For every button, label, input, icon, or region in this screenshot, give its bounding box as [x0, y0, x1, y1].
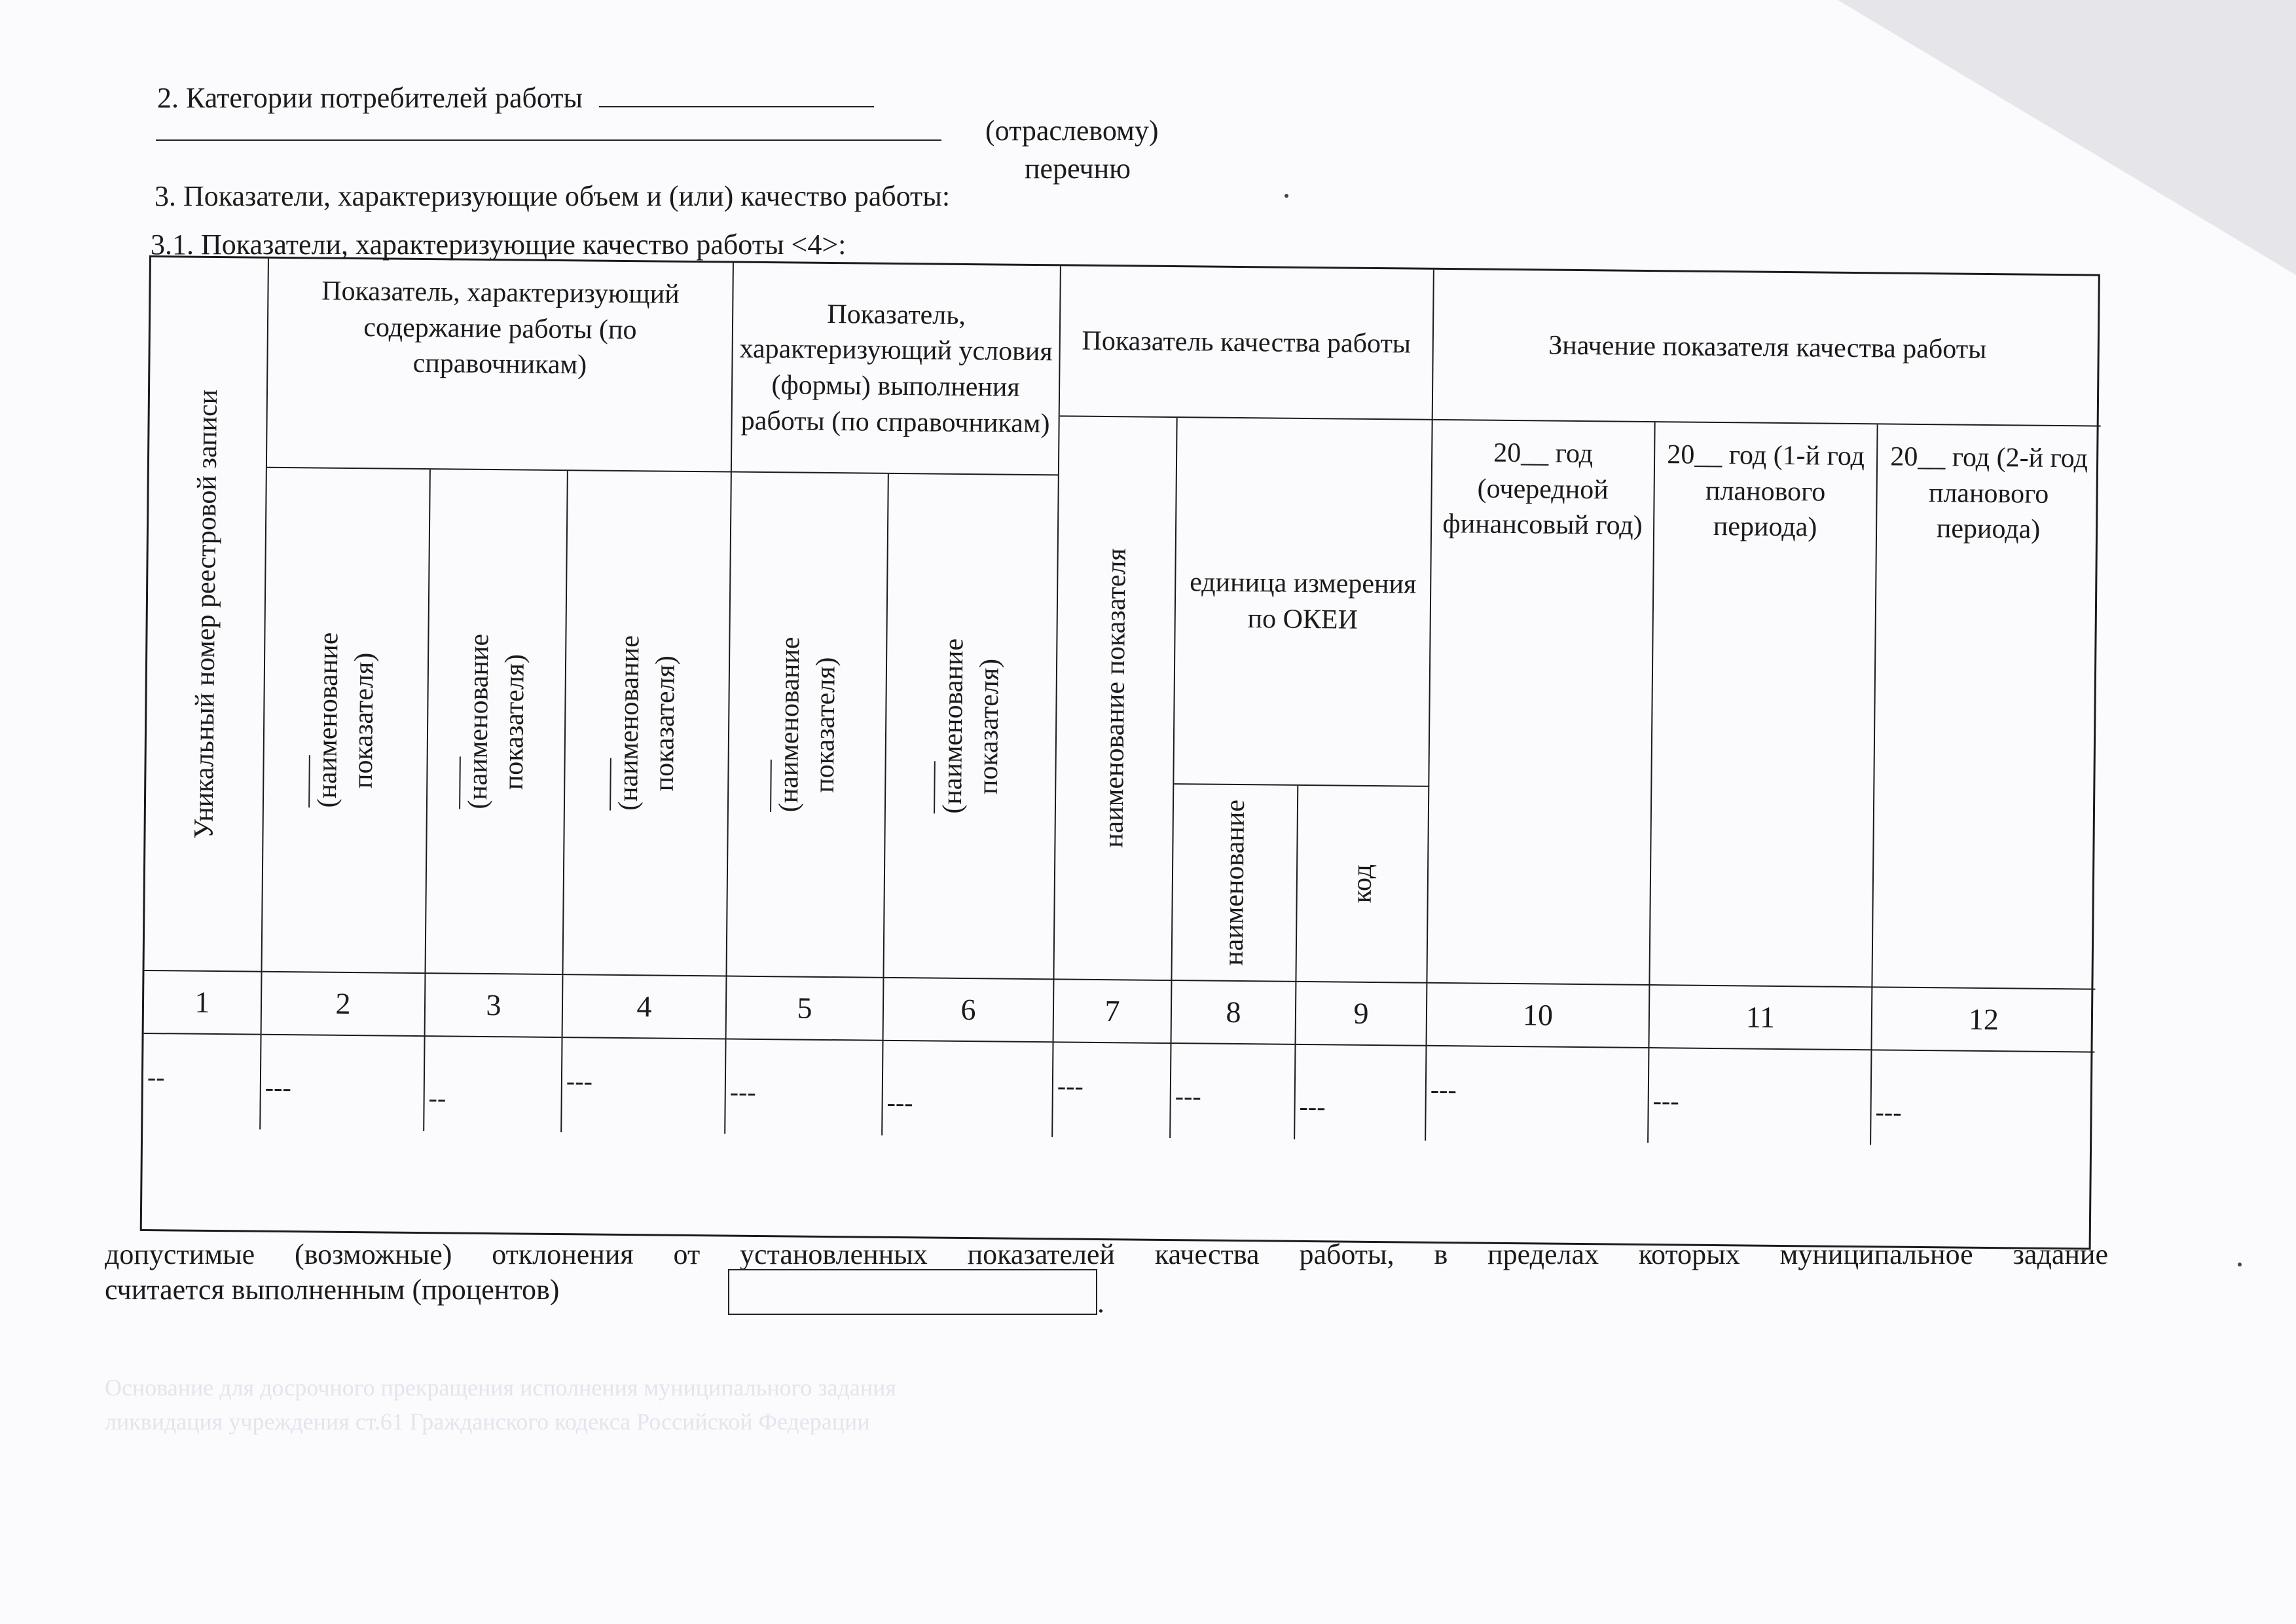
column-number: 1	[144, 971, 261, 1035]
empty-cell: ---	[1652, 1086, 1679, 1116]
empty-cell: ---	[1057, 1071, 1084, 1101]
page-corner	[1838, 0, 2296, 275]
bleed-through-text: Основание для досрочного прекращения исполнения муниципального задания	[105, 1375, 896, 1401]
empty-cell: ---	[729, 1077, 756, 1107]
empty-cell: ---	[1430, 1074, 1457, 1105]
data-column-6	[883, 978, 1054, 1137]
data-column-7	[1053, 980, 1172, 1138]
blank-line	[156, 139, 941, 141]
column-number: 8	[1172, 981, 1296, 1045]
conditions-indicator-1: (наименование показателя)	[727, 473, 888, 978]
column-number: 5	[727, 977, 883, 1041]
year-plan2-header: 20__ год (2-й год планового периода)	[1872, 424, 2100, 989]
empty-cell: --	[428, 1083, 446, 1113]
ink-dot-2	[2238, 1263, 2242, 1266]
empty-cell: ---	[1875, 1097, 1902, 1127]
consumer-category-blank	[599, 106, 874, 107]
data-column-3	[424, 974, 563, 1132]
empty-cell: ---	[1299, 1091, 1326, 1122]
column-number: 11	[1649, 986, 1871, 1050]
indicator-name-text: наименование показателя	[1099, 548, 1132, 849]
column-number: 12	[1872, 987, 2095, 1052]
data-column-4	[562, 975, 727, 1134]
deviation-percent-field[interactable]	[728, 1269, 1097, 1315]
column-number: 2	[262, 972, 425, 1037]
allowed-deviation-text: допустимые (возможные) отклонения от установленных показателей качества работы, в пределах которых муниципальное задание	[105, 1238, 2108, 1270]
consumer-category-label: 2. Категории потребителей работы	[157, 82, 583, 114]
quality-indicators-table	[140, 255, 2100, 1250]
column-number: 7	[1054, 980, 1171, 1044]
okei-name-text: наименование	[1218, 799, 1250, 967]
data-column-8	[1171, 981, 1296, 1139]
content-indicator-3: (наименование показателя)	[563, 471, 731, 976]
consumer-category-line	[157, 84, 874, 113]
okei-code-header	[1296, 786, 1429, 984]
data-column-1	[143, 971, 262, 1130]
indicator-name-header	[1054, 416, 1177, 981]
list-label: перечню	[1025, 153, 1131, 185]
column-number: 6	[884, 978, 1053, 1043]
completion-percent-label: считается выполненным (процентов)	[105, 1274, 560, 1306]
sentence-period: .	[1097, 1287, 1104, 1319]
year-current-header: 20__ год (очередной финансовый год)	[1427, 420, 1655, 986]
quality-value-header: Значение показателя качества работы	[1433, 270, 2102, 427]
year-plan1-header: 20__ год (1-й год планового периода)	[1650, 422, 1878, 987]
registry-number-header	[145, 257, 269, 972]
data-column-12	[1871, 987, 2095, 1147]
okei-unit-header: единица измерения по ОКЕИ	[1174, 418, 1432, 787]
conditions-indicator-header: Показатель, характеризующий условия (формы) выполнения работы (по справочникам)	[732, 263, 1061, 476]
empty-cell: --	[147, 1062, 165, 1092]
ink-dot	[1285, 194, 1288, 198]
section-3-1-heading: 3.1. Показатели, характеризующие качество работы <4>:	[151, 229, 847, 261]
registry-number-header-text: Уникальный номер реестровой записи	[189, 389, 223, 840]
content-indicator-header: Показатель, характеризующий содержание работы (по справочникам)	[267, 259, 734, 473]
data-column-2	[261, 972, 426, 1131]
okei-code-text: код	[1347, 864, 1377, 904]
column-number: 3	[426, 974, 562, 1038]
bleed-through-text-2: ликвидация учреждения ст.61 Гражданского кодекса Российской Федерации	[105, 1409, 870, 1435]
empty-cell: ---	[566, 1066, 593, 1096]
data-column-10	[1426, 984, 1650, 1143]
conditions-indicator-2: (наименование показателя)	[884, 474, 1059, 980]
data-column-5	[725, 977, 884, 1135]
column-number: 10	[1427, 984, 1649, 1048]
data-column-11	[1649, 986, 1872, 1145]
empty-cell: ---	[886, 1087, 913, 1118]
quality-indicator-header: Показатель качества работы	[1060, 266, 1434, 420]
industry-list-label: (отраслевому)	[985, 115, 1159, 147]
content-indicator-2: (наименование показателя)	[426, 470, 568, 975]
empty-cell: ---	[1175, 1081, 1201, 1111]
section-3-heading: 3. Показатели, характеризующие объем и (или) качество работы:	[155, 180, 951, 212]
okei-name-header	[1172, 784, 1298, 982]
empty-cell: ---	[264, 1072, 291, 1103]
column-number: 4	[563, 975, 726, 1039]
column-number: 9	[1296, 982, 1427, 1046]
content-indicator-1: (наименование показателя)	[262, 468, 430, 974]
data-column-9	[1295, 982, 1427, 1141]
